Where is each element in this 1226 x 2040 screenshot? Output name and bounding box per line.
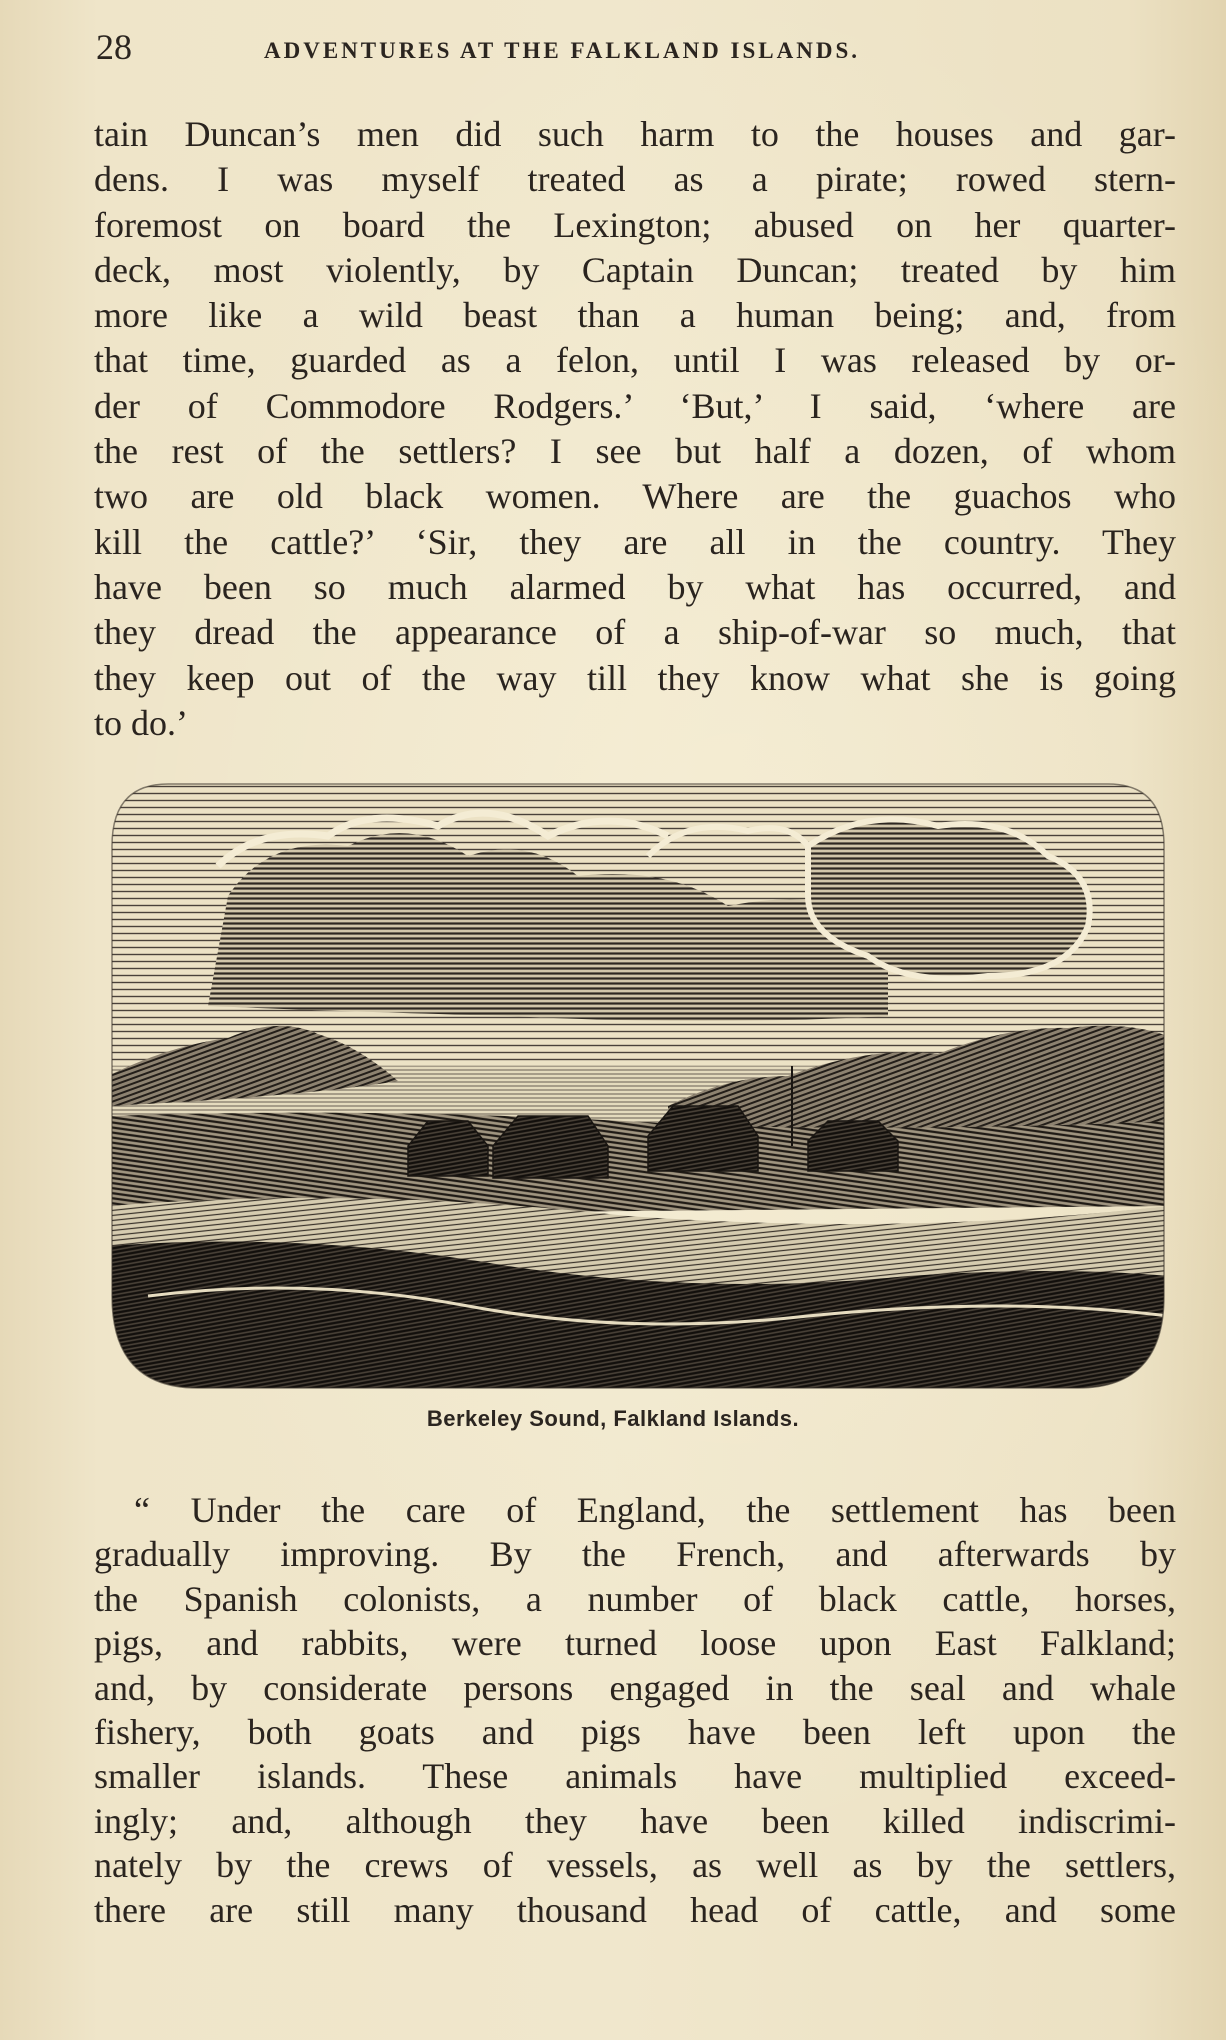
top-paragraph: [94, 112, 1176, 746]
illustration-caption: Berkeley Sound, Falkland Islands.: [426, 1406, 800, 1431]
text-line: more like a wild beast than a human being; and, from: [94, 295, 1176, 336]
text-line: to do.’: [94, 702, 188, 743]
text-line: tain Duncan’s men did such harm to the houses and gar-: [94, 114, 1176, 154]
page-number: 28: [96, 27, 132, 67]
text-line: the Spanish colonists, a number of black cattle, horses,: [94, 1578, 1176, 1619]
text-line: “ Under the care of England, the settlement has been: [134, 1490, 1176, 1530]
text-line: they keep out of the way till they know what she is going: [94, 657, 1176, 698]
text-line: kill the cattle?’ ‘Sir, they are all in the country. They: [94, 521, 1176, 562]
text-line: dens. I was myself treated as a pirate; rowed stern-: [94, 159, 1176, 200]
text-line: they dread the appearance of a ship-of-war so much, that: [94, 612, 1176, 653]
text-line: smaller islands. These animals have multiplied exceed-: [94, 1756, 1176, 1797]
text-line: have been so much alarmed by what has occurred, and: [94, 566, 1176, 607]
text-line: nately by the crews of vessels, as well as by the settlers,: [94, 1845, 1176, 1886]
text-line: deck, most violently, by Captain Duncan; treated by him: [94, 249, 1176, 290]
text-line: there are still many thousand head of cattle, and some: [94, 1889, 1176, 1930]
engraving-illustration: [108, 776, 1168, 1398]
text-line: and, by considerate persons engaged in the seal and whale: [94, 1667, 1176, 1708]
text-line: that time, guarded as a felon, until I was released by or-: [94, 340, 1176, 381]
text-line: gradually improving. By the French, and afterwards by: [94, 1534, 1176, 1575]
text-line: the rest of the settlers? I see but half a dozen, of whom: [94, 431, 1176, 472]
text-line: fishery, both goats and pigs have been left upon the: [94, 1711, 1176, 1752]
bottom-paragraph: [94, 1488, 1176, 1932]
text-line: foremost on board the Lexington; abused on her quarter-: [94, 204, 1176, 245]
page-header: [96, 26, 1096, 76]
text-line: ingly; and, although they have been killed indiscrimi-: [94, 1800, 1176, 1841]
running-title: ADVENTURES AT THE FALKLAND ISLANDS.: [264, 38, 860, 63]
text-line: der of Commodore Rodgers.’ ‘But,’ I said, ‘where are: [94, 385, 1176, 426]
text-line: pigs, and rabbits, were turned loose upon East Falkland;: [94, 1623, 1176, 1664]
text-line: two are old black women. Where are the guachos who: [94, 476, 1176, 517]
